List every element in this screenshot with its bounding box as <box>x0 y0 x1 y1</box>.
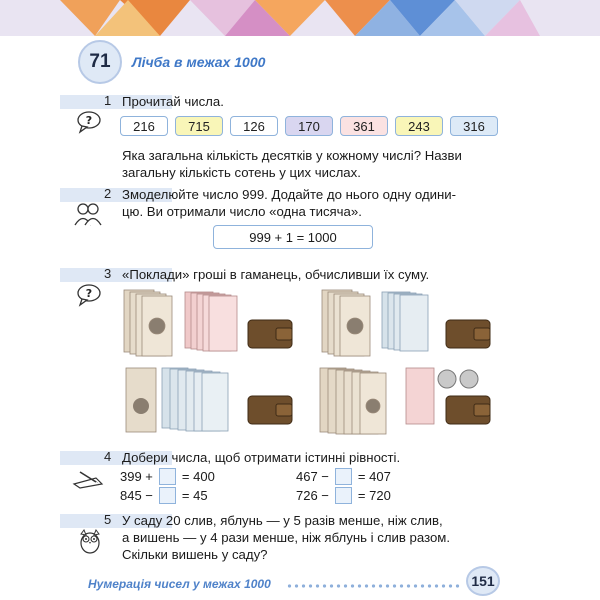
footer-dotted-line <box>286 584 462 588</box>
task-question-line: Яка загальна кількість десятків у кожному числі? Назви <box>122 148 462 163</box>
lesson-title: Лічба в межах 1000 <box>132 54 266 70</box>
wallet-icon <box>246 316 294 357</box>
banknote-500-single <box>404 366 436 431</box>
top-decorative-banner <box>0 0 600 36</box>
number-card: 170 <box>285 116 333 136</box>
equation-box: 999 + 1 = 1000 <box>213 225 373 249</box>
banknotes-100-stack <box>318 366 408 441</box>
question-bubble-icon <box>76 283 102 307</box>
owl-icon <box>78 528 104 552</box>
task-text: «Поклади» гроші в гаманець, обчисливши їх суму. <box>122 267 430 282</box>
number-card: 216 <box>120 116 168 136</box>
task-number: 4 <box>104 449 112 464</box>
equation-left: 467 − <box>296 469 329 484</box>
equation-row <box>296 468 391 485</box>
number-card: 316 <box>450 116 498 136</box>
answer-blank[interactable] <box>335 468 352 485</box>
equation-row <box>296 487 391 504</box>
equation-right: = 45 <box>181 488 208 503</box>
task-question-line: загальну кількість сотень у цих числах. <box>122 165 361 180</box>
task-number: 2 <box>104 186 112 201</box>
pair-work-icon <box>73 202 103 226</box>
svg-text:?: ? <box>85 114 93 127</box>
task-text: Прочитай числа. <box>122 94 224 109</box>
pencil-writing-icon <box>72 466 104 490</box>
page-number: 151 <box>466 566 500 596</box>
lesson-number: 71 <box>78 40 122 84</box>
number-card: 126 <box>230 116 278 136</box>
answer-blank[interactable] <box>335 487 352 504</box>
task-number: 5 <box>104 512 112 527</box>
wallet-icon <box>444 392 492 433</box>
banknotes-100-stack <box>318 288 378 363</box>
number-cards-row <box>120 116 498 136</box>
answer-blank[interactable] <box>159 487 176 504</box>
number-card: 715 <box>175 116 223 136</box>
task-text: Добери числа, щоб отримати істинні рівності. <box>122 450 401 465</box>
svg-text:?: ? <box>85 287 93 300</box>
equation-right: = 400 <box>181 469 215 484</box>
wallet-icon <box>444 316 492 357</box>
banknotes-1000-stack <box>160 366 240 437</box>
banknotes-500-stack <box>183 290 243 357</box>
lesson-header <box>78 40 265 84</box>
equation-row <box>120 487 208 504</box>
task-text: Змоделюйте число 999. Додайте до нього одну одини- <box>122 187 457 202</box>
task-text: Скільки вишень у саду? <box>122 547 268 562</box>
equation-left: 726 − <box>296 488 329 503</box>
equation-row <box>120 468 215 485</box>
question-bubble-icon <box>76 110 102 134</box>
equation-left: 845 − <box>120 488 153 503</box>
banknotes-100-stack <box>120 288 180 363</box>
number-card: 243 <box>395 116 443 136</box>
banknotes-1000-stack <box>380 290 440 357</box>
task-text: цю. Ви отримали число «одна тисяча». <box>122 204 362 219</box>
answer-blank[interactable] <box>159 468 176 485</box>
equation-right: = 720 <box>357 488 391 503</box>
equation-right: = 407 <box>357 469 391 484</box>
task-number: 1 <box>104 93 112 108</box>
banknotes-100-single <box>120 366 160 441</box>
task-text: У саду 20 слив, яблунь — у 5 разів менше, ніж слив, <box>122 513 443 528</box>
task-number: 3 <box>104 266 112 281</box>
wallet-icon <box>246 392 294 433</box>
coins-icon <box>436 368 482 395</box>
equation-left: 399 + <box>120 469 153 484</box>
footer-section-title: Нумерація чисел у межах 1000 <box>88 577 271 591</box>
number-card: 361 <box>340 116 388 136</box>
task-text: а вишень — у 4 рази менше, ніж яблунь і слив разом. <box>122 530 451 545</box>
